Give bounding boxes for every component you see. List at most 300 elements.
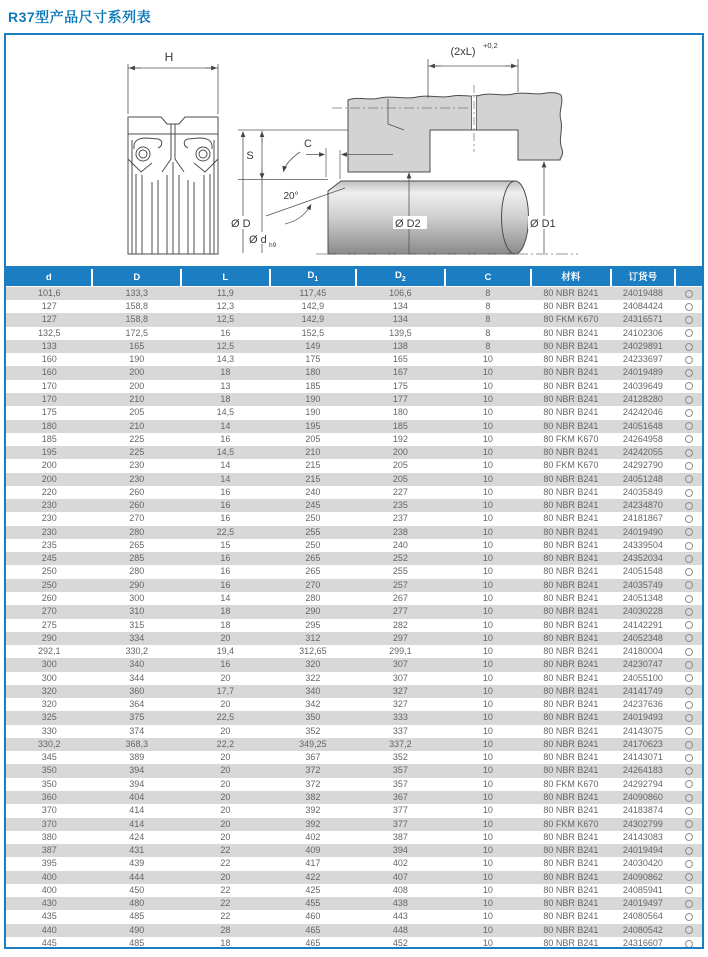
cell-order_no: 24233697 — [622, 354, 663, 365]
cell-d: 440 — [41, 924, 57, 935]
cell-D: 200 — [129, 380, 145, 391]
cell-material: 80 NBR B241 — [543, 327, 599, 338]
cell-D1: 425 — [305, 884, 321, 895]
cell-order_no: 24039649 — [622, 380, 663, 391]
cell-C: 8 — [485, 340, 491, 351]
cell-status — [675, 459, 702, 472]
cell-D: 315 — [129, 619, 145, 630]
table-row — [6, 353, 702, 366]
cell-D2: 134 — [392, 301, 408, 312]
cell-order_no: 24019494 — [622, 845, 663, 856]
cell-D2: 185 — [392, 420, 408, 431]
housing-section — [332, 85, 563, 172]
cell-order_no: 24051348 — [622, 593, 663, 603]
cell-d: 400 — [41, 871, 57, 882]
status-circle-icon — [685, 528, 693, 536]
cell-order_no: 24128280 — [622, 394, 663, 405]
status-circle-icon — [685, 674, 693, 682]
cell-L: 22 — [220, 884, 231, 895]
cell-C: 10 — [482, 765, 493, 776]
cell-D1: 142,9 — [301, 301, 325, 312]
cell-D: 414 — [129, 818, 145, 829]
cell-L: 22 — [220, 845, 231, 856]
table-row — [6, 552, 702, 565]
cell-D: 375 — [129, 712, 145, 723]
table-row — [6, 499, 702, 512]
cell-D: 133,3 — [125, 287, 149, 298]
cell-material: 80 NBR B241 — [543, 884, 599, 895]
cell-order_no: 24180004 — [622, 646, 663, 657]
cell-D2: 277 — [392, 606, 408, 617]
cell-order_no: 24019489 — [622, 367, 663, 378]
cell-L: 16 — [220, 327, 231, 338]
cell-order_no: 24170623 — [622, 738, 663, 749]
table-row — [6, 924, 702, 937]
cell-D: 330,2 — [125, 646, 149, 657]
cell-L: 14,3 — [216, 354, 235, 365]
cell-D2: 227 — [392, 486, 408, 497]
cell-C: 10 — [482, 911, 493, 922]
cell-C: 8 — [485, 327, 491, 338]
dia-label-d-outer: Ø D — [231, 218, 251, 230]
cell-D1: 465 — [305, 937, 321, 948]
status-circle-icon — [685, 847, 693, 855]
cell-d: 435 — [41, 911, 57, 922]
cell-d: 250 — [41, 579, 57, 590]
status-circle-icon — [685, 727, 693, 735]
cell-C: 10 — [482, 858, 493, 869]
cell-order_no: 24080564 — [622, 911, 663, 922]
cell-D2: 327 — [392, 699, 408, 710]
cell-L: 20 — [220, 818, 231, 829]
cell-D1: 195 — [305, 420, 321, 431]
cell-status — [675, 605, 702, 618]
table-row — [6, 897, 702, 910]
cell-d: 320 — [41, 685, 57, 696]
cell-status — [675, 313, 702, 326]
cell-d: 300 — [41, 672, 57, 683]
cell-L: 12,5 — [216, 314, 235, 325]
cell-order_no: 24183874 — [622, 805, 663, 816]
cell-status — [675, 685, 702, 698]
cell-order_no: 24019488 — [622, 287, 663, 298]
cell-status — [675, 778, 702, 791]
cell-status — [675, 857, 702, 870]
table-row — [6, 512, 702, 525]
cell-D1: 215 — [305, 460, 321, 471]
cell-material: 80 NBR B241 — [543, 526, 599, 537]
cell-D2: 402 — [392, 858, 408, 869]
status-circle-icon — [685, 462, 693, 470]
cell-D: 210 — [129, 394, 145, 405]
cell-D: 265 — [129, 539, 145, 550]
cell-order_no: 24316571 — [622, 314, 663, 325]
cell-status — [675, 738, 702, 751]
cell-D: 172,5 — [125, 327, 149, 338]
cell-L: 14 — [220, 420, 231, 431]
cell-D: 485 — [129, 911, 145, 922]
cell-status — [675, 286, 702, 300]
cell-D2: 394 — [392, 845, 408, 856]
cell-order_no: 24292790 — [622, 460, 663, 471]
cell-status — [675, 526, 702, 539]
cell-D2: 377 — [392, 818, 408, 829]
status-circle-icon — [685, 820, 693, 828]
cell-D: 394 — [129, 778, 145, 789]
cell-D1: 312 — [305, 632, 321, 643]
table-row — [6, 420, 702, 433]
cell-d: 200 — [41, 460, 57, 471]
cell-D1: 350 — [305, 712, 321, 723]
table-row — [6, 473, 702, 486]
cell-C: 10 — [482, 884, 493, 895]
seal-profile — [128, 117, 218, 254]
cell-D1: 342 — [305, 699, 321, 710]
status-circle-icon — [685, 303, 693, 311]
cell-d: 127 — [41, 301, 57, 312]
cell-d: 370 — [41, 818, 57, 829]
status-circle-icon — [685, 621, 693, 629]
cell-D1: 255 — [305, 526, 321, 537]
status-circle-icon — [685, 595, 693, 603]
status-circle-icon — [685, 648, 693, 656]
cell-L: 20 — [220, 871, 231, 882]
cell-material: 80 NBR B241 — [543, 712, 599, 723]
cell-D: 230 — [129, 460, 145, 471]
table-row — [6, 327, 702, 340]
table-row — [6, 286, 702, 300]
cell-order_no: 24242055 — [622, 447, 663, 458]
cell-d: 350 — [41, 778, 57, 789]
cell-status — [675, 353, 702, 366]
cell-C: 10 — [482, 539, 493, 550]
cell-status — [675, 725, 702, 738]
cell-order_no: 24143083 — [622, 831, 663, 842]
cell-L: 15 — [220, 539, 231, 550]
status-circle-icon — [685, 794, 693, 802]
cell-D1: 417 — [305, 858, 321, 869]
cell-D2: 337,2 — [389, 738, 412, 749]
cell-d: 250 — [41, 566, 57, 577]
cell-status — [675, 512, 702, 525]
cell-D: 280 — [129, 526, 145, 537]
cell-D: 225 — [129, 433, 145, 444]
cell-D1: 215 — [305, 473, 321, 484]
cell-D2: 357 — [392, 765, 408, 776]
cell-order_no: 24030228 — [622, 606, 663, 617]
cell-d: 132,5 — [37, 327, 61, 338]
cell-C: 10 — [482, 924, 493, 935]
cell-L: 18 — [220, 367, 231, 378]
cell-D: 225 — [129, 447, 145, 458]
status-circle-icon — [685, 714, 693, 722]
cell-D: 480 — [129, 898, 145, 909]
status-circle-icon — [685, 701, 693, 709]
cell-L: 20 — [220, 632, 231, 643]
cell-d: 235 — [41, 539, 57, 550]
status-circle-icon — [685, 555, 693, 563]
status-circle-icon — [685, 608, 693, 616]
cell-C: 10 — [482, 433, 493, 444]
cell-D2: 180 — [392, 407, 408, 418]
cell-d: 160 — [41, 367, 57, 378]
status-circle-icon — [685, 396, 693, 404]
status-circle-icon — [685, 900, 693, 908]
cell-material: 80 NBR B241 — [543, 632, 599, 643]
cell-L: 20 — [220, 805, 231, 816]
extension-lines — [238, 130, 348, 180]
cell-status — [675, 871, 702, 884]
cell-d: 300 — [41, 659, 57, 670]
status-circle-icon — [685, 873, 693, 881]
status-circle-icon — [685, 502, 693, 510]
cell-D2: 165 — [392, 354, 408, 365]
cell-D1: 367 — [305, 752, 321, 763]
cell-order_no: 24090862 — [622, 871, 663, 882]
cell-order_no: 24237636 — [622, 699, 663, 710]
cell-order_no: 24019497 — [622, 898, 663, 909]
cell-L: 17,7 — [216, 685, 235, 696]
cell-L: 11,9 — [216, 287, 234, 298]
cell-D2: 252 — [392, 553, 408, 564]
cell-L: 13 — [220, 380, 231, 391]
cell-C: 10 — [482, 407, 493, 418]
cell-D2: 167 — [392, 367, 408, 378]
cell-material: 80 NBR B241 — [543, 911, 599, 922]
dim-label-2xl: (2xL) — [450, 46, 476, 58]
cell-material: 80 NBR B241 — [543, 871, 599, 882]
cell-D2: 357 — [392, 778, 408, 789]
cell-D2: 192 — [392, 433, 408, 444]
dim-label-s: S — [246, 150, 254, 162]
cell-order_no: 24242046 — [622, 407, 663, 418]
cell-material: 80 FKM K670 — [543, 314, 599, 325]
cell-D1: 152,5 — [301, 327, 325, 338]
cell-material: 80 NBR B241 — [543, 367, 599, 378]
cell-d: 380 — [41, 831, 57, 842]
dia-label-d-shaft-sub: h9 — [269, 242, 277, 249]
cell-material: 80 NBR B241 — [543, 486, 599, 497]
cell-status — [675, 380, 702, 393]
status-circle-icon — [685, 568, 693, 576]
cell-D1: 180 — [305, 367, 321, 378]
cell-d: 195 — [41, 447, 57, 458]
cell-C: 10 — [482, 420, 493, 431]
cell-D1: 352 — [305, 725, 321, 736]
table-row — [6, 313, 702, 326]
cell-material: 80 NBR B241 — [543, 672, 599, 683]
cell-D: 158,8 — [125, 301, 149, 312]
table-row — [6, 592, 702, 605]
cell-D2: 175 — [392, 380, 408, 391]
cell-material: 80 NBR B241 — [543, 738, 599, 749]
column-header-material: 材料 — [531, 269, 610, 286]
cell-material: 80 NBR B241 — [543, 513, 599, 524]
cell-status — [675, 910, 702, 923]
cell-C: 10 — [482, 460, 493, 471]
dim-h-lines — [128, 64, 218, 114]
table-row — [6, 698, 702, 711]
cell-D: 364 — [129, 699, 145, 710]
cell-D: 210 — [129, 420, 145, 431]
cell-C: 10 — [482, 791, 493, 802]
cell-status — [675, 884, 702, 897]
status-circle-icon — [685, 687, 693, 695]
cell-order_no: 24029891 — [622, 340, 663, 351]
cell-order_no: 24234870 — [622, 500, 663, 511]
cell-D1: 280 — [305, 593, 321, 603]
cell-status — [675, 565, 702, 578]
cell-d: 220 — [41, 486, 57, 497]
table-row — [6, 804, 702, 817]
cell-order_no: 24084424 — [622, 301, 663, 312]
cell-D1: 295 — [305, 619, 321, 630]
cell-D1: 372 — [305, 778, 321, 789]
cell-d: 170 — [41, 380, 57, 391]
cell-C: 10 — [482, 778, 493, 789]
cell-status — [675, 446, 702, 459]
table-row — [6, 685, 702, 698]
status-circle-icon — [685, 329, 693, 337]
cell-D2: 307 — [392, 659, 408, 670]
cell-C: 8 — [485, 314, 491, 325]
cell-D1: 320 — [305, 659, 321, 670]
cell-material: 80 NBR B241 — [543, 831, 599, 842]
cell-status — [675, 327, 702, 340]
cell-D2: 205 — [392, 473, 408, 484]
dim-label-c: C — [304, 138, 312, 150]
cell-d: 320 — [41, 699, 57, 710]
cell-status — [675, 818, 702, 831]
cell-material: 80 FKM K670 — [543, 460, 599, 471]
cell-status — [675, 645, 702, 658]
cell-L: 20 — [220, 699, 231, 710]
cell-order_no: 24339504 — [622, 539, 663, 550]
cell-d: 200 — [41, 473, 57, 484]
status-circle-icon — [685, 780, 693, 788]
table-row — [6, 658, 702, 671]
cell-D: 360 — [129, 685, 145, 696]
cell-C: 10 — [482, 619, 493, 630]
cell-status — [675, 340, 702, 353]
cell-D: 190 — [129, 354, 145, 365]
cell-material: 80 NBR B241 — [543, 752, 599, 763]
cell-material: 80 NBR B241 — [543, 805, 599, 816]
cell-material: 80 NBR B241 — [543, 606, 599, 617]
cell-D2: 282 — [392, 619, 408, 630]
cell-L: 18 — [220, 937, 231, 948]
cell-C: 10 — [482, 659, 493, 670]
cell-D2: 307 — [392, 672, 408, 683]
cell-C: 10 — [482, 579, 493, 590]
cell-status — [675, 751, 702, 764]
cell-D1: 117,45 — [299, 287, 327, 298]
cell-d: 245 — [41, 553, 57, 564]
column-header-C: C — [445, 269, 531, 286]
cell-material: 80 NBR B241 — [543, 553, 599, 564]
cell-D1: 392 — [305, 805, 321, 816]
table-row — [6, 645, 702, 658]
table-row — [6, 393, 702, 406]
status-circle-icon — [685, 475, 693, 483]
table-row — [6, 831, 702, 844]
cell-C: 10 — [482, 593, 493, 603]
column-header-D2: $D_2$ — [356, 269, 445, 286]
status-circle-icon — [685, 356, 693, 364]
cell-L: 22,5 — [216, 712, 235, 723]
cell-status — [675, 672, 702, 685]
cell-L: 16 — [220, 553, 231, 564]
cell-C: 10 — [482, 566, 493, 577]
cell-material: 80 NBR B241 — [543, 380, 599, 391]
cell-D2: 407 — [392, 871, 408, 882]
cell-D2: 257 — [392, 579, 408, 590]
cell-status — [675, 420, 702, 433]
cell-d: 345 — [41, 752, 57, 763]
cell-L: 16 — [220, 513, 231, 524]
cell-order_no: 24019493 — [622, 712, 663, 723]
seal-cross-section-drawing — [6, 35, 704, 266]
status-circle-icon — [685, 515, 693, 523]
cell-D2: 327 — [392, 685, 408, 696]
cell-status — [675, 764, 702, 777]
cell-D: 334 — [129, 632, 145, 643]
cell-L: 14,5 — [216, 407, 235, 418]
cell-material: 80 NBR B241 — [543, 898, 599, 909]
cell-d: 230 — [41, 513, 57, 524]
cell-C: 10 — [482, 354, 493, 365]
table-row — [6, 300, 702, 313]
cell-L: 12,3 — [216, 301, 235, 312]
status-circle-icon — [685, 860, 693, 868]
column-header-D1: $D_1$ — [270, 269, 356, 286]
cell-material: 80 FKM K670 — [543, 433, 599, 444]
cell-D1: 210 — [305, 447, 321, 458]
cell-D: 394 — [129, 765, 145, 776]
cell-L: 18 — [220, 394, 231, 405]
status-circle-icon — [685, 913, 693, 921]
cell-D1: 190 — [305, 407, 321, 418]
cell-order_no: 24035849 — [622, 486, 663, 497]
cell-status — [675, 300, 702, 313]
cell-D2: 443 — [392, 911, 408, 922]
cell-material: 80 NBR B241 — [543, 579, 599, 590]
cell-D2: 408 — [392, 884, 408, 895]
cell-status — [675, 804, 702, 817]
cell-d: 370 — [41, 805, 57, 816]
table-row — [6, 565, 702, 578]
cell-L: 20 — [220, 725, 231, 736]
cell-order_no: 24030420 — [622, 858, 663, 869]
cell-order_no: 24302799 — [622, 818, 663, 829]
cell-order_no: 24019490 — [622, 526, 663, 537]
cell-D1: 372 — [305, 765, 321, 776]
cell-C: 10 — [482, 752, 493, 763]
cell-D: 404 — [129, 791, 145, 802]
cell-D: 270 — [129, 513, 145, 524]
cell-C: 10 — [482, 712, 493, 723]
cell-L: 20 — [220, 672, 231, 683]
cell-d: 292,1 — [37, 646, 61, 657]
cell-L: 14 — [220, 460, 231, 471]
cell-D: 340 — [129, 659, 145, 670]
cell-d: 430 — [41, 898, 57, 909]
page-title: R37型产品尺寸系列表 — [8, 9, 152, 25]
cell-D: 368,3 — [125, 738, 149, 749]
status-circle-icon — [685, 449, 693, 457]
cell-L: 19,4 — [216, 646, 235, 657]
cell-d: 185 — [41, 433, 57, 444]
